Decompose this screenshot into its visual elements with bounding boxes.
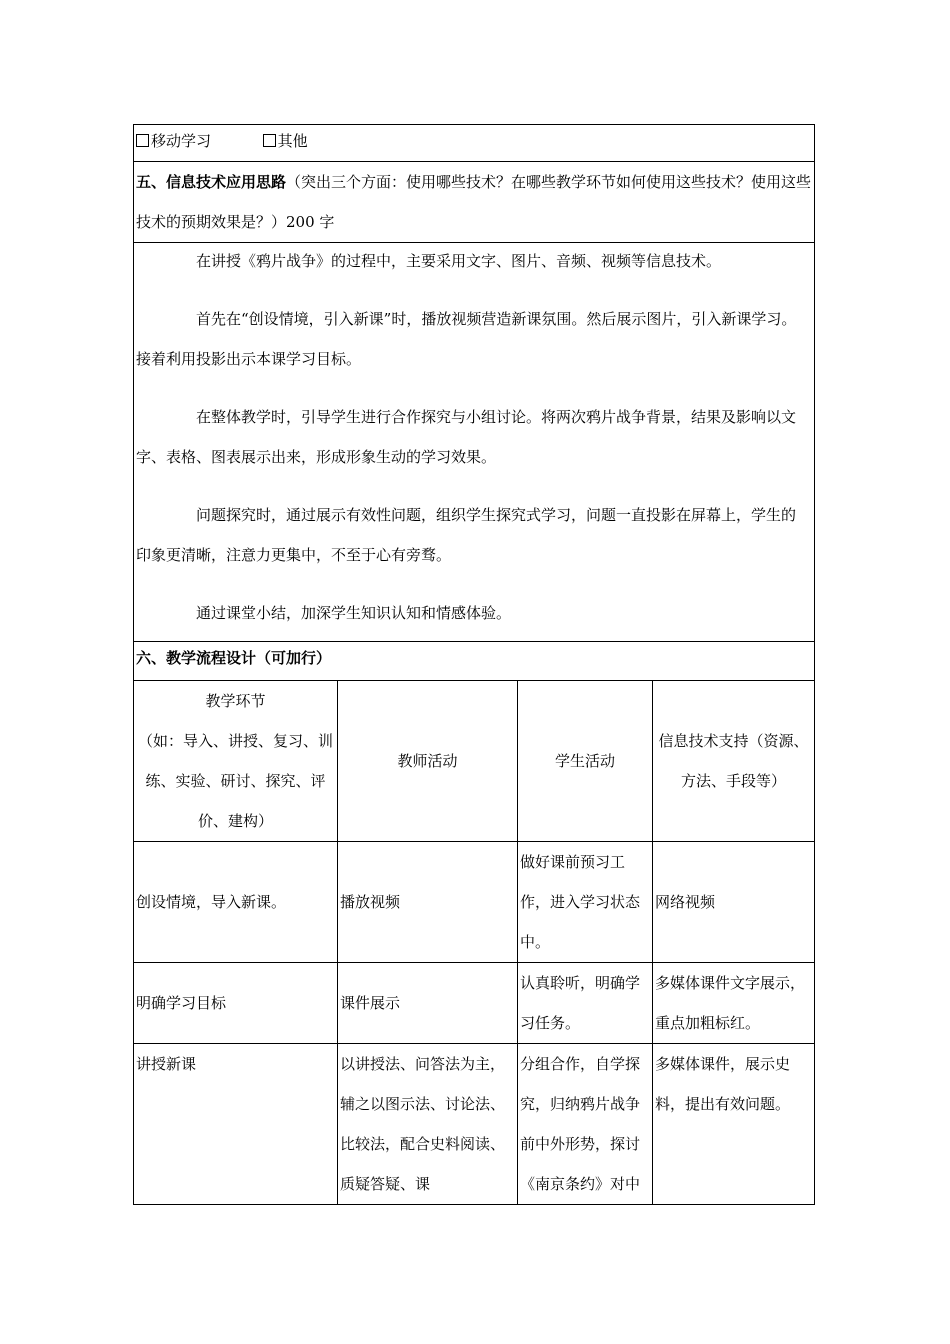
learning-mode-row bbox=[134, 125, 815, 162]
student-header-cell bbox=[518, 681, 653, 842]
teacher-header: 教师活动 bbox=[397, 752, 458, 770]
section5-paragraph: 通过课堂小结，加深学生知识认知和情感体验。 bbox=[196, 604, 512, 622]
stage-header-note: （如：导入、讲授、复习、训练、实验、研讨、探究、评价、建构） bbox=[137, 732, 333, 830]
section5-paragraph: 在整体教学时，引导学生进行合作探究与小组讨论。将两次鸦片战争背景，结果及影响以文字、表格、图表展示出来，形成形象生动的学习效果。 bbox=[136, 408, 797, 466]
section6-header-row bbox=[134, 642, 815, 681]
mobile-learning-label: 移动学习 bbox=[151, 132, 212, 150]
stage-cell: 明确学习目标 bbox=[134, 963, 338, 1044]
tech-cell: 网络视频 bbox=[653, 842, 815, 963]
flow-table-header-row bbox=[134, 681, 815, 842]
student-cell: 分组合作，自学探究，归纳鸦片战争前中外形势，探讨《南京条约》对中 bbox=[518, 1044, 653, 1205]
checkbox-icon bbox=[263, 134, 276, 147]
stage-cell: 讲授新课 bbox=[134, 1044, 338, 1205]
section5-body-row bbox=[134, 243, 815, 642]
stage-header: 教学环节 bbox=[205, 692, 266, 710]
section5-paragraph: 问题探究时，通过展示有效性问题，组织学生探究式学习，问题一直投影在屏幕上，学生的印象更清晰，注意力更集中，不至于心有旁骛。 bbox=[136, 506, 797, 564]
teacher-cell: 以讲授法、问答法为主，辅之以图示法、讨论法、比较法，配合史料阅读、质疑答疑、课 bbox=[338, 1044, 518, 1205]
table-row bbox=[134, 842, 815, 963]
other-checkbox[interactable] bbox=[263, 132, 308, 150]
tech-cell: 多媒体课件，展示史料，提出有效问题。 bbox=[653, 1044, 815, 1205]
table-row bbox=[134, 1044, 815, 1205]
lesson-plan-table bbox=[133, 124, 815, 1205]
section5-title: 五、信息技术应用思路 bbox=[136, 173, 287, 191]
student-header: 学生活动 bbox=[554, 752, 615, 770]
section5-header-row bbox=[134, 162, 815, 243]
stage-header-cell bbox=[134, 681, 338, 842]
teacher-cell: 课件展示 bbox=[338, 963, 518, 1044]
section5-header-cell bbox=[134, 162, 815, 243]
section5-paragraph: 首先在“创设情境，引入新课”时，播放视频营造新课氛围。然后展示图片，引入新课学习。接着利用投影出示本课学习目标。 bbox=[136, 310, 797, 368]
student-cell: 认真聆听，明确学习任务。 bbox=[518, 963, 653, 1044]
section5-body-cell bbox=[134, 243, 815, 642]
learning-mode-cell bbox=[134, 125, 815, 162]
lesson-plan-table-wrapper bbox=[133, 124, 814, 1205]
section6-title: 六、教学流程设计（可加行） bbox=[136, 649, 332, 667]
teacher-cell: 播放视频 bbox=[338, 842, 518, 963]
checkbox-icon bbox=[136, 134, 149, 147]
stage-cell: 创设情境，导入新课。 bbox=[134, 842, 338, 963]
section6-header-cell bbox=[134, 642, 815, 681]
mobile-learning-checkbox[interactable] bbox=[136, 132, 211, 150]
student-cell: 做好课前预习工作，进入学习状态中。 bbox=[518, 842, 653, 963]
other-label: 其他 bbox=[277, 132, 308, 150]
tech-cell: 多媒体课件文字展示，重点加粗标红。 bbox=[653, 963, 815, 1044]
section5-paragraph: 在讲授《鸦片战争》的过程中，主要采用文字、图片、音频、视频等信息技术。 bbox=[196, 252, 722, 270]
table-row bbox=[134, 963, 815, 1044]
teacher-header-cell bbox=[338, 681, 518, 842]
section5-note: （突出三个方面：使用哪些技术？在哪些教学环节如何使用这些技术？使用这些技术的预期效果是？）200 字 bbox=[136, 173, 812, 231]
tech-header-cell bbox=[653, 681, 815, 842]
tech-header: 信息技术支持（资源、方法、手段等） bbox=[658, 732, 809, 790]
